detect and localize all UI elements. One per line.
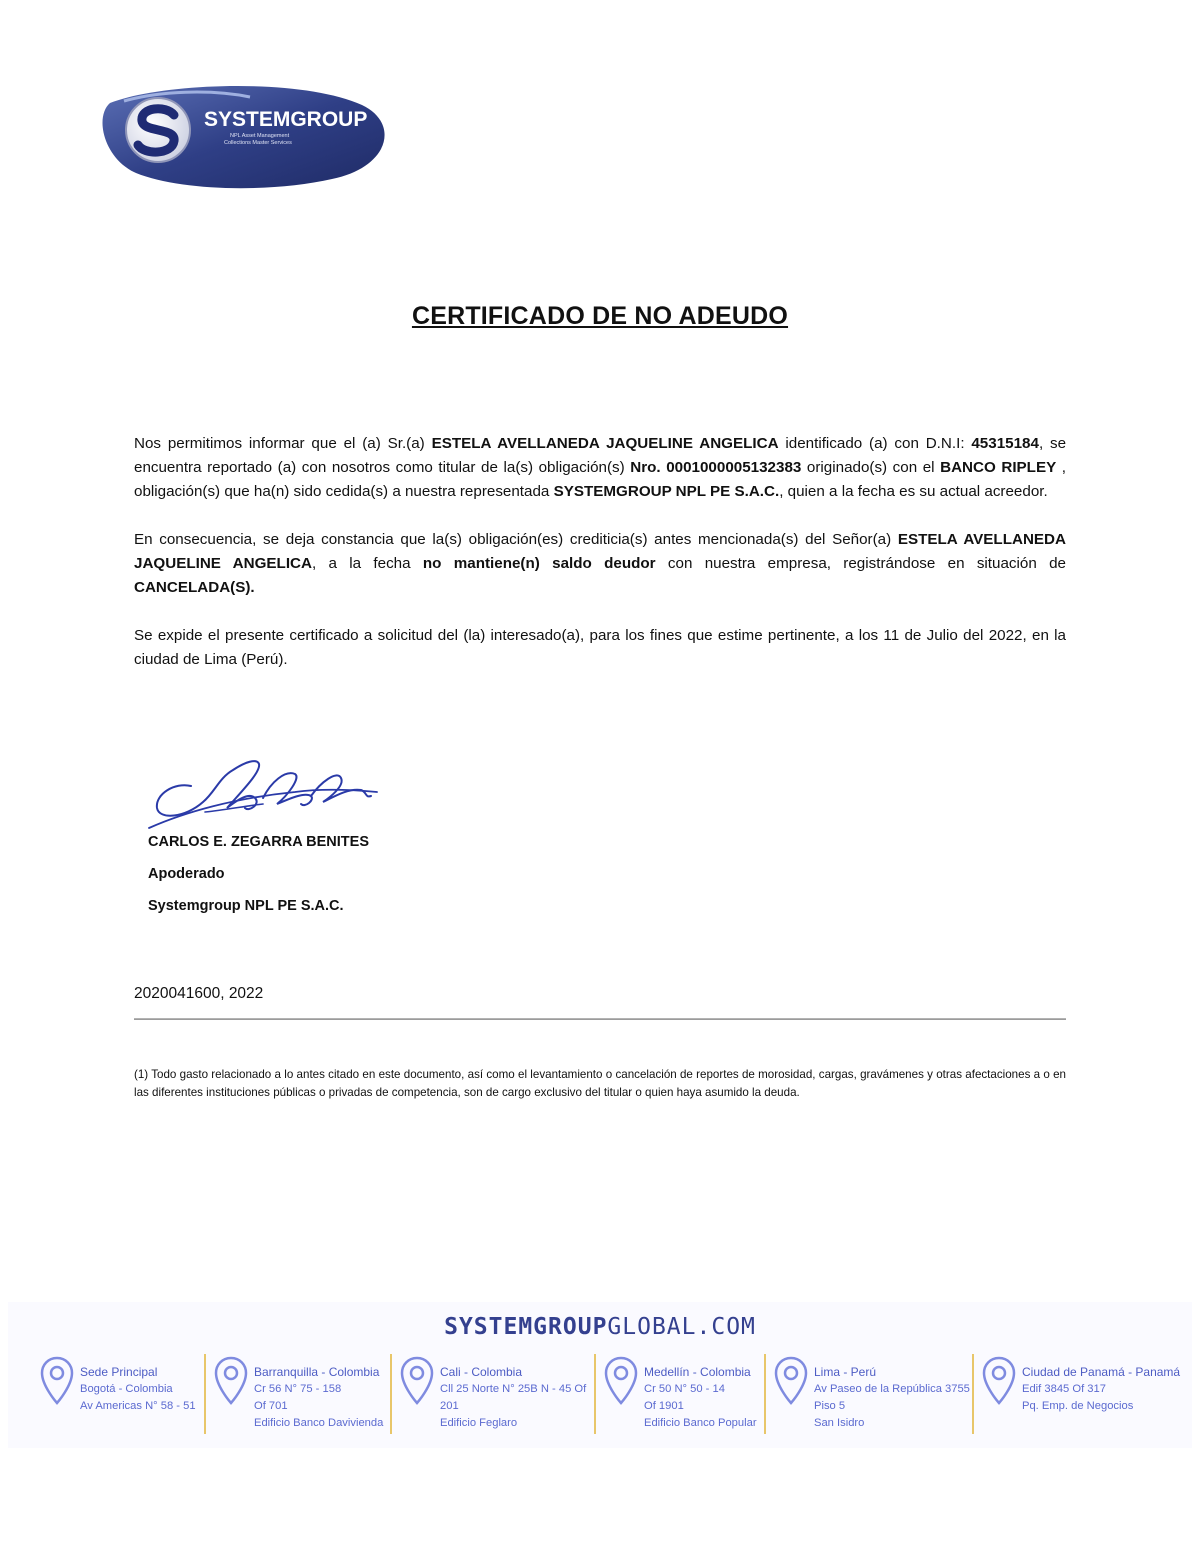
office-line: Edificio Banco Davivienda <box>254 1417 384 1429</box>
office-line: Cr 56 N° 75 - 158 <box>254 1383 342 1395</box>
divider <box>972 1354 974 1434</box>
account-state: CANCELADA(S). <box>134 579 255 596</box>
office-line: Cr 50 N° 50 - 14 <box>644 1383 725 1395</box>
signatory-company: Systemgroup NPL PE S.A.C. <box>148 898 344 914</box>
systemgroup-logo <box>100 75 392 195</box>
logo-brand: SYSTEMGROUP <box>204 108 368 131</box>
paragraph-1 <box>134 432 1066 504</box>
holder-name: ESTELA AVELLANEDA JAQUELINE ANGELICA <box>134 531 1066 572</box>
divider <box>204 1354 206 1434</box>
office-title: Sede Principal <box>80 1365 158 1379</box>
text: , se encuentra reportado (a) con nosotros como titular de la(s) obligación(s) <box>134 435 1067 476</box>
paragraph-3: Se expide el presente certificado a solicitud del (la) interesado(a), para los fines que estime pertinente, a los 11 de Julio del 2022, en la ciudad de Lima (Perú). <box>134 627 1066 668</box>
office-title: Cali - Colombia <box>440 1365 523 1379</box>
bank-name: BANCO RIPLEY <box>940 459 1057 476</box>
footer-website[interactable] <box>8 1314 1192 1340</box>
signatory-block <box>148 826 369 922</box>
text: Nos permitimos informar que el (a) Sr.(a) <box>134 435 432 452</box>
office-line: Bogotá - Colombia <box>80 1383 173 1395</box>
office-line: Of 1901 <box>644 1400 684 1412</box>
location-pin-icon <box>40 1356 74 1406</box>
footer <box>8 1302 1192 1448</box>
divider <box>134 1018 1066 1020</box>
divider <box>390 1354 392 1434</box>
location-pin-icon <box>604 1356 638 1406</box>
text: , a la fecha <box>311 555 423 572</box>
office-line: Cll 25 Norte N° 25B N - 45 Of <box>440 1383 587 1395</box>
office-line: Edif 3845 Of 317 <box>1022 1383 1106 1395</box>
office-title: Medellín - Colombia <box>644 1365 751 1379</box>
office-line: Pq. Emp. de Negocios <box>1022 1400 1134 1412</box>
page-title: CERTIFICADO DE NO ADEUDO <box>411 302 789 330</box>
office-line: 201 <box>440 1400 459 1412</box>
logo-tagline-1: NPL Asset Management <box>230 133 290 139</box>
office-line: Av Americas N° 58 - 51 <box>80 1400 196 1412</box>
text: originado(s) con el <box>801 459 941 476</box>
logo-tagline-2: Collections Master Services <box>224 140 292 146</box>
signatory-name: CARLOS E. ZEGARRA BENITES <box>148 834 370 850</box>
text: con nuestra empresa, registrándose en situación de <box>655 555 1066 572</box>
location-pin-icon <box>400 1356 434 1406</box>
office-title: Ciudad de Panamá - Panamá <box>1022 1365 1181 1379</box>
debt-status: no mantiene(n) saldo deudor <box>422 555 656 572</box>
document-reference: 2020041600, 2022 <box>134 985 264 1002</box>
text: , obligación(s) que ha(n) sido cedida(s) a nuestra representada <box>134 459 1066 500</box>
office-line: Av Paseo de la República 3755 <box>814 1383 970 1395</box>
office-line: San Isidro <box>814 1417 865 1429</box>
office-title: Lima - Perú <box>814 1365 877 1379</box>
website-bold: SYSTEMGROUP <box>444 1314 608 1340</box>
office-line: Edificio Feglaro <box>440 1417 518 1429</box>
text: En consecuencia, se deja constancia que la(s) obligación(es) crediticia(s) antes mencionada(s) del Señor(a) <box>134 531 898 548</box>
divider <box>764 1354 766 1434</box>
office-line: Edificio Banco Popular <box>644 1417 757 1429</box>
text: , quien a la fecha es su actual acreedor. <box>779 483 1048 500</box>
certificate-body <box>134 432 1066 696</box>
signatory-role: Apoderado <box>148 866 225 882</box>
obligation-number: Nro. 0001000005132383 <box>630 459 802 476</box>
divider <box>594 1354 596 1434</box>
handwritten-signature <box>145 752 385 830</box>
office-line: Piso 5 <box>814 1400 846 1412</box>
company-name: SYSTEMGROUP NPL PE S.A.C. <box>553 483 780 500</box>
footnote: (1) Todo gasto relacionado a lo antes citado en este documento, así como el levantamiento o cancelación de reportes de morosidad, cargas, gravámenes y otras afectaciones a o en las diferentes instituciones públicas o privadas de competencia, son de cargo exclusivo del titular o quien haya asumido la deuda. <box>134 1068 1066 1099</box>
website-light: GLOBAL.COM <box>607 1314 756 1340</box>
office-title: Barranquilla - Colombia <box>254 1365 380 1379</box>
holder-dni: 45315184 <box>971 435 1039 452</box>
text: identificado (a) con D.N.I: <box>778 435 972 452</box>
location-pin-icon <box>774 1356 808 1406</box>
location-pin-icon <box>214 1356 248 1406</box>
location-pin-icon <box>982 1356 1016 1406</box>
paragraph-2 <box>134 528 1066 600</box>
office-line: Of 701 <box>254 1400 288 1412</box>
holder-name: ESTELA AVELLANEDA JAQUELINE ANGELICA <box>431 435 779 452</box>
